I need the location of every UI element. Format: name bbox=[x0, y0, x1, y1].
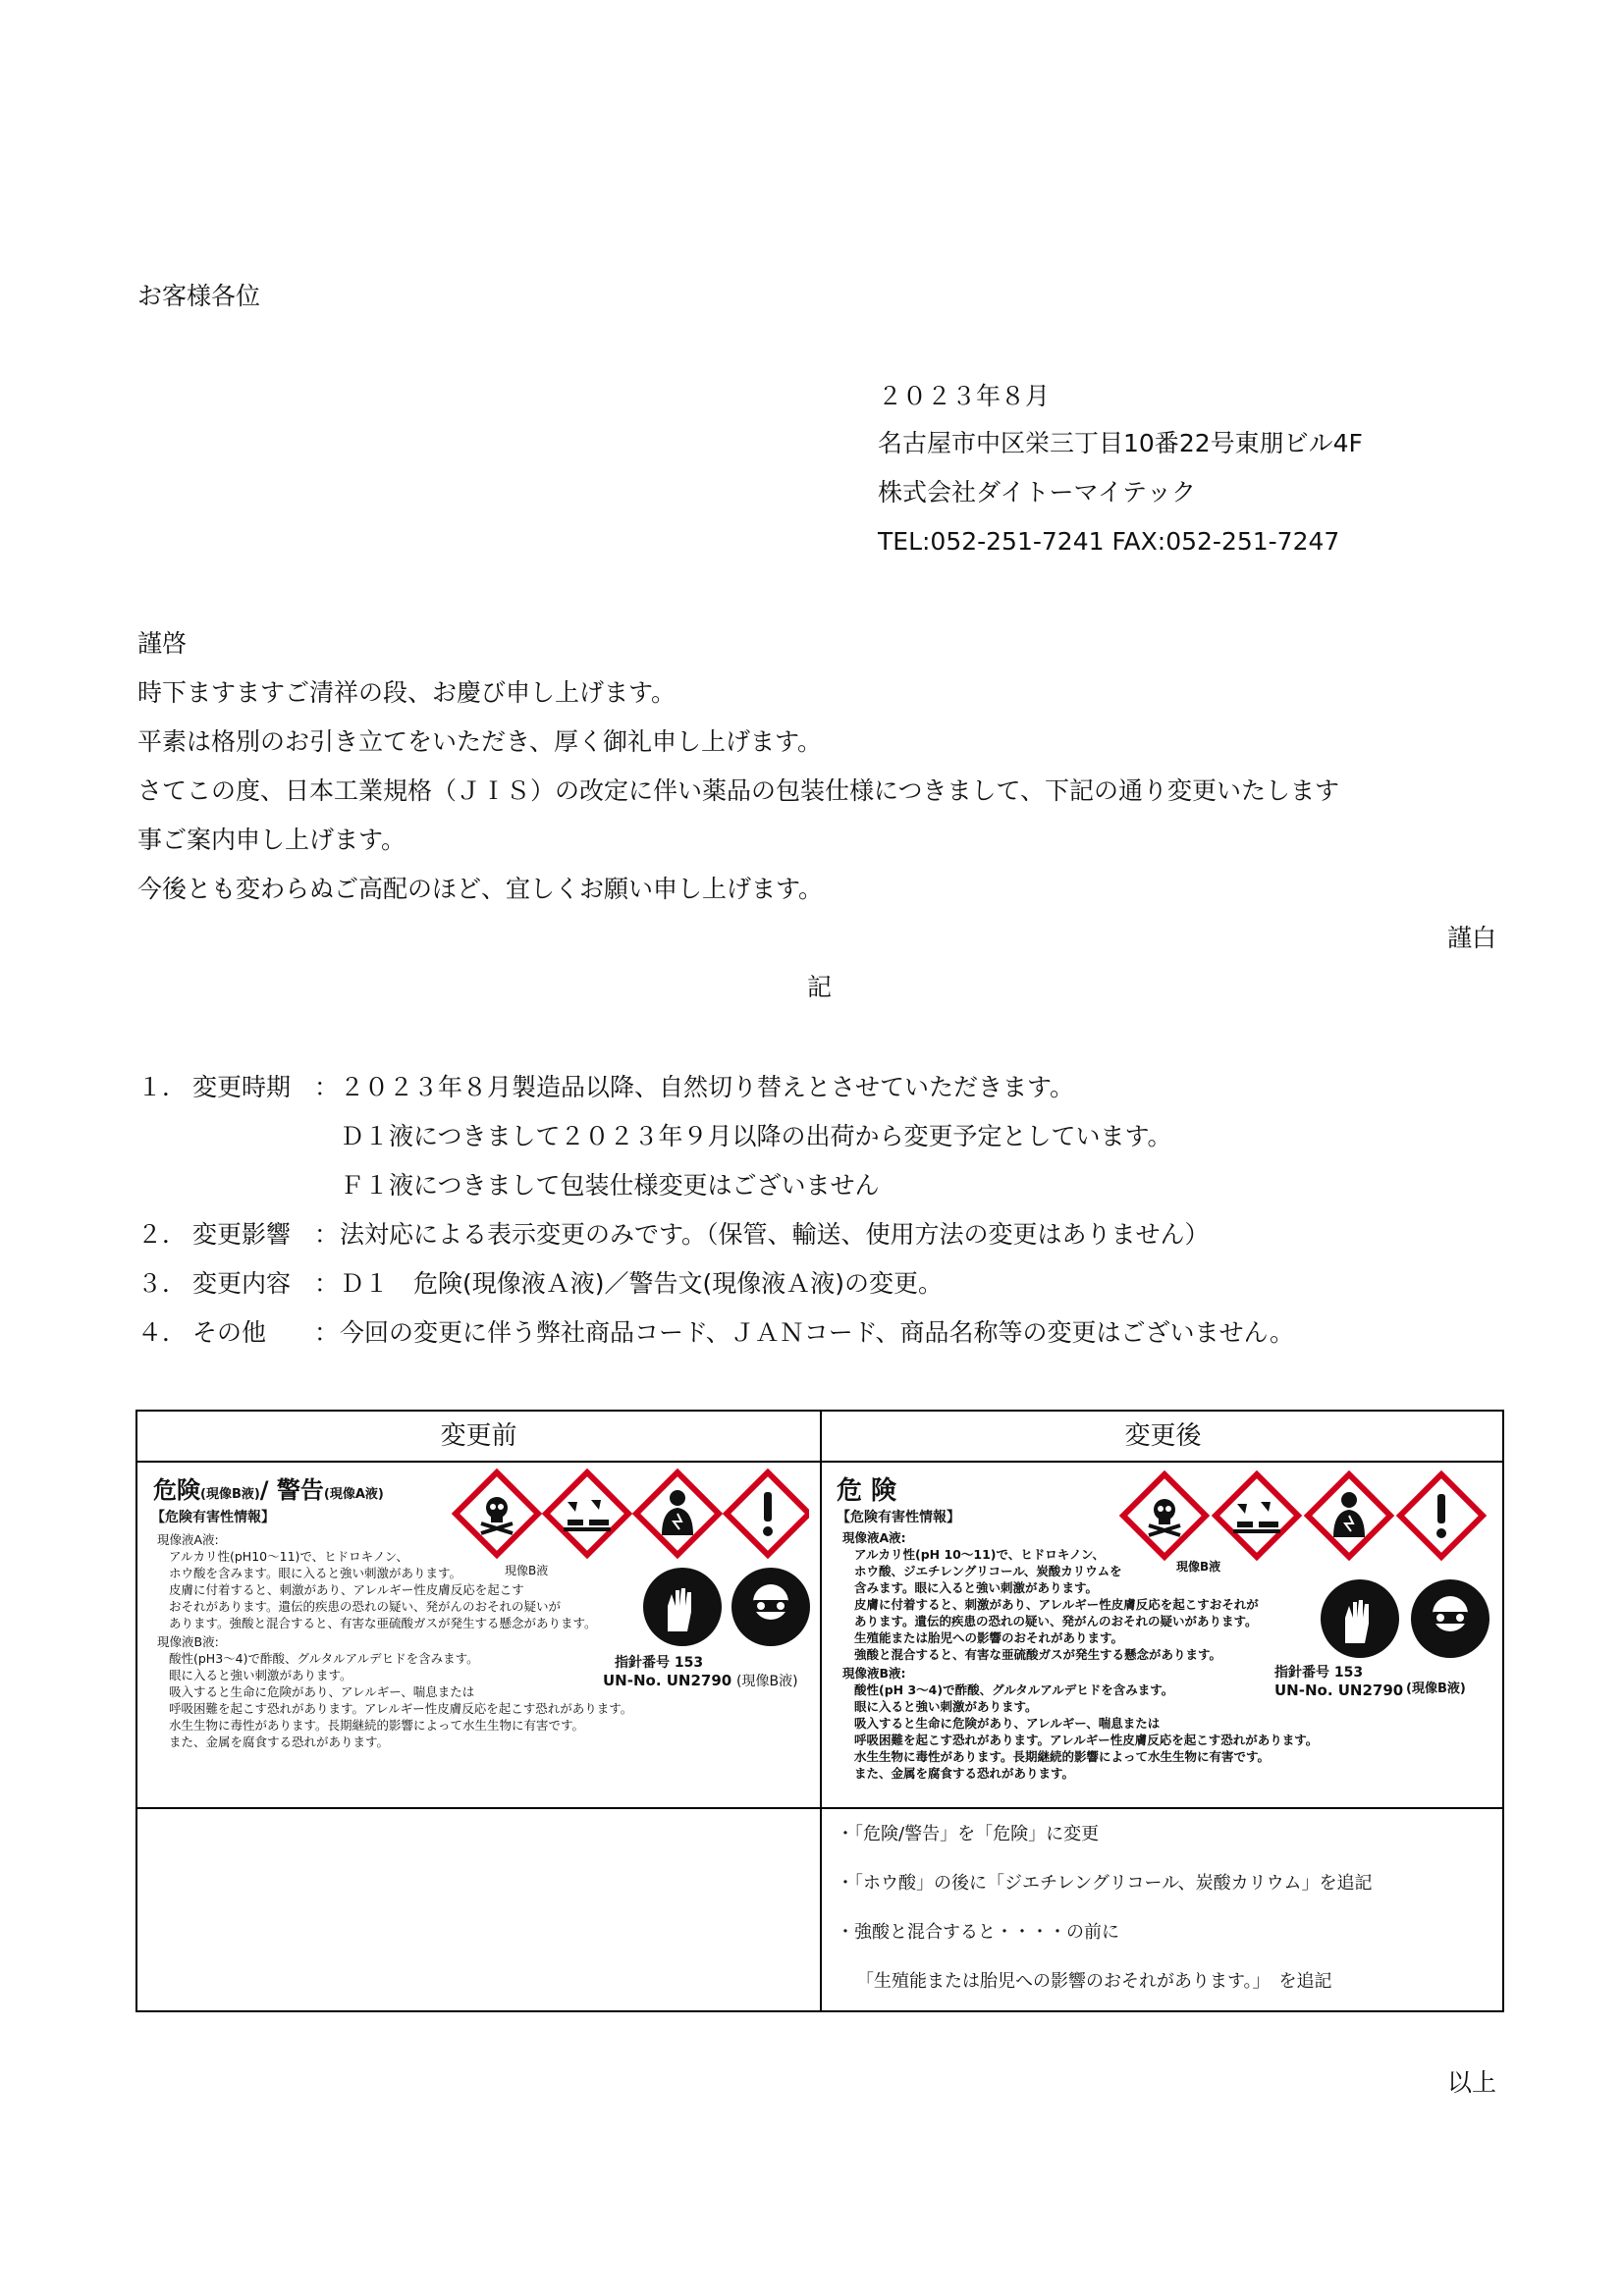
exclamation-icon bbox=[727, 1472, 809, 1555]
after-line: アルカリ性(pH 10～11)で、ヒドロキノン、 bbox=[854, 1547, 1105, 1562]
after-line: 呼吸困難を起こす恐れがあります。アレルギー性皮膚反応を起こす恐れがあります。 bbox=[854, 1733, 1319, 1747]
after-line: 生殖能または胎児への影響のおそれがあります。 bbox=[854, 1630, 1124, 1645]
item-2-label: 変更影響 bbox=[192, 1220, 292, 1249]
item-1-num: １． bbox=[137, 1073, 188, 1101]
after-un-note: (現像B液) bbox=[1406, 1682, 1466, 1696]
greeting-closing: 謹白 bbox=[1447, 924, 1497, 952]
item-4-text: 今回の変更に伴う弊社商品コード、ＪＡＮコード、商品名称等の変更はございません。 bbox=[340, 1318, 1295, 1347]
after-line: 吸入すると生命に危険があり、アレルギー、喘息または bbox=[854, 1716, 1161, 1731]
after-signal-word: 危 険 bbox=[837, 1476, 897, 1506]
after-line: 水生生物に毒性があります。長期継続的影響によって水生生物に有害です。 bbox=[854, 1749, 1271, 1764]
sender-address: 名古屋市中区栄三丁目10番22号東朋ビル4F bbox=[878, 429, 1363, 457]
after-pictogram-note: 現像B液 bbox=[1176, 1560, 1221, 1574]
salutation: お客様各位 bbox=[137, 282, 261, 310]
before-line: 現像液B液: bbox=[157, 1634, 219, 1649]
exclamation-icon bbox=[1400, 1474, 1483, 1557]
item-1-cont-2: Ｆ１液につきまして包装仕様変更はございません bbox=[340, 1171, 880, 1200]
after-un-number: UN-No. UN2790 bbox=[1274, 1682, 1404, 1699]
after-ppe-icons bbox=[1320, 1578, 1492, 1663]
before-pictogram-note: 現像B液 bbox=[505, 1564, 549, 1577]
before-line: 眼に入ると強い刺激があります。 bbox=[169, 1668, 352, 1682]
item-1-label: 変更時期 bbox=[192, 1073, 292, 1101]
before-ppe-icons bbox=[642, 1567, 811, 1651]
after-ghs-pictograms bbox=[1119, 1470, 1489, 1565]
item-4-num: ４． bbox=[137, 1318, 188, 1347]
after-guide-number: 指針番号 153 bbox=[1274, 1665, 1364, 1681]
health-hazard-icon bbox=[636, 1472, 719, 1555]
after-line: 含みます。眼に入ると強い刺激があります。 bbox=[854, 1580, 1099, 1595]
before-line: 現像液A液: bbox=[157, 1532, 219, 1547]
change-note-4: 「生殖能または胎児への影響のおそれがあります。」 を追記 bbox=[856, 1971, 1332, 1992]
sender-contact: TEL:052-251-7241 FAX:052-251-7247 bbox=[878, 527, 1340, 556]
item-4-label: その他 bbox=[192, 1318, 267, 1347]
change-note-1: ・「危険/警告」を「危険」に変更 bbox=[837, 1824, 1100, 1844]
greeting-line-1: 時下ますますご清祥の段、お慶び申し上げます。 bbox=[137, 678, 677, 707]
before-line: 呼吸困難を起こす恐れがあります。アレルギー性皮膚反応を起こす恐れがあります。 bbox=[169, 1701, 633, 1716]
after-line: 強酸と混合すると、有害な亜硫酸ガスが発生する懸念があります。 bbox=[854, 1647, 1222, 1662]
before-line: また、金属を腐食する恐れがあります。 bbox=[169, 1735, 390, 1749]
before-line: おそれがあります。遺伝的疾患の恐れの疑い、発がんのおそれの疑いが bbox=[169, 1599, 562, 1614]
greeting-line-5: 今後とも変わらぬご高配のほど、宜しくお願い申し上げます。 bbox=[137, 875, 824, 903]
table-divider-notes bbox=[137, 1807, 1502, 1809]
after-line: 酸性(pH 3～4)で酢酸、グルタルアルデヒドを含みます。 bbox=[854, 1682, 1174, 1697]
before-ghs-pictograms bbox=[452, 1468, 809, 1563]
before-line: 吸入すると生命に危険があり、アレルギー、喘息または bbox=[169, 1684, 475, 1699]
before-info-title: 【危険有害性情報】 bbox=[151, 1510, 275, 1525]
goggles-icon bbox=[731, 1568, 810, 1646]
change-note-3: ・強酸と混合すると・・・・の前に bbox=[837, 1922, 1119, 1943]
before-line: 水生生物に毒性があります。長期継続的影響によって水生生物に有害です。 bbox=[169, 1718, 585, 1733]
before-signal-slash: / bbox=[259, 1476, 269, 1504]
after-line: 現像液A液: bbox=[842, 1530, 906, 1545]
item-3-text: Ｄ１ 危険(現像液Ａ液)／警告文(現像液Ａ液)の変更。 bbox=[340, 1269, 944, 1298]
before-line: アルカリ性(pH10～11)で、ヒドロキノン、 bbox=[169, 1549, 408, 1564]
greeting-line-2: 平素は格別のお引き立てをいただき、厚く御礼申し上げます。 bbox=[137, 727, 823, 756]
greeting-opening: 謹啓 bbox=[137, 629, 188, 658]
after-line: ホウ酸、ジエチレングリコール、炭酸カリウムを bbox=[854, 1564, 1122, 1578]
before-line: 酸性(pH3～4)で酢酸、グルタルアルデヒドを含みます。 bbox=[169, 1651, 479, 1666]
item-4-colon: ： bbox=[314, 1318, 340, 1347]
before-line: ホウ酸を含みます。眼に入ると強い刺激があります。 bbox=[169, 1566, 462, 1580]
greeting-line-3: さてこの度、日本工業規格（ＪＩＳ）の改定に伴い薬品の包装仕様につきまして、下記の通り変更いたします bbox=[137, 776, 1340, 805]
skull-crossbones-icon bbox=[1123, 1474, 1206, 1557]
change-note-2: ・「ホウ酸」の後に「ジエチレングリコール、炭酸カリウム」を追記 bbox=[837, 1873, 1373, 1894]
comparison-table bbox=[135, 1410, 1504, 2012]
record-mark: 記 bbox=[807, 973, 833, 1001]
item-1-cont-1: Ｄ１液につきまして２０２３年９月以降の出荷から変更予定としています。 bbox=[340, 1122, 1172, 1150]
before-hazard-label bbox=[151, 1468, 809, 1792]
item-3-label: 変更内容 bbox=[192, 1269, 292, 1298]
after-line: 眼に入ると強い刺激があります。 bbox=[854, 1699, 1038, 1714]
table-divider-header bbox=[137, 1461, 1502, 1463]
before-guide-number: 指針番号 153 bbox=[615, 1655, 704, 1671]
item-2-num: ２． bbox=[137, 1220, 188, 1249]
after-info-title: 【危険有害性情報】 bbox=[837, 1510, 960, 1525]
after-line: 現像液B液: bbox=[842, 1666, 906, 1681]
after-line: 皮膚に付着すると、刺激があり、アレルギー性皮膚反応を起こすおそれが bbox=[854, 1597, 1259, 1612]
item-2-text: 法対応による表示変更のみです。（保管、輸送、使用方法の変更はありません） bbox=[340, 1220, 1210, 1249]
skull-crossbones-icon bbox=[456, 1472, 538, 1555]
corrosion-icon bbox=[546, 1472, 628, 1555]
item-1-text: ２０２３年８月製造品以降、自然切り替えとさせていただきます。 bbox=[340, 1073, 1075, 1101]
before-header: 変更前 bbox=[440, 1421, 517, 1451]
item-3-num: ３． bbox=[137, 1269, 188, 1298]
after-hazard-label bbox=[837, 1468, 1494, 1802]
before-signal-word: 危険 bbox=[153, 1476, 200, 1504]
item-1-colon: ： bbox=[314, 1073, 340, 1101]
end-mark: 以上 bbox=[1447, 2068, 1497, 2097]
item-2-colon: ： bbox=[314, 1220, 340, 1249]
before-un-number: UN-No. UN2790 bbox=[603, 1672, 732, 1689]
before-line: 皮膚に付着すると、刺激があり、アレルギー性皮膚反応を起こす bbox=[169, 1582, 524, 1597]
greeting-line-4: 事ご案内申し上げます。 bbox=[137, 826, 406, 854]
before-signal-note-2: (現像A液) bbox=[323, 1487, 384, 1502]
before-line: あります。強酸と混合すると、有害な亜硫酸ガスが発生する懸念があります。 bbox=[169, 1616, 597, 1630]
gloves-icon bbox=[643, 1568, 722, 1646]
after-header: 変更後 bbox=[1124, 1421, 1202, 1451]
table-divider-vertical bbox=[820, 1412, 822, 2010]
before-signal-word-2: 警告 bbox=[276, 1476, 324, 1504]
gloves-icon bbox=[1321, 1579, 1399, 1658]
before-signal-note: (現像B液) bbox=[200, 1487, 260, 1502]
sender-date: ２０２３年８月 bbox=[878, 382, 1051, 410]
corrosion-icon bbox=[1216, 1474, 1298, 1557]
sender-company: 株式会社ダイトーマイテック bbox=[878, 478, 1197, 507]
after-line: あります。遺伝的疾患の恐れの疑い、発がんのおそれの疑いがあります。 bbox=[854, 1614, 1258, 1629]
health-hazard-icon bbox=[1308, 1474, 1390, 1557]
before-un-note: (現像B液) bbox=[736, 1674, 798, 1689]
goggles-icon bbox=[1411, 1579, 1489, 1658]
after-line: また、金属を腐食する恐れがあります。 bbox=[854, 1766, 1075, 1781]
item-3-colon: ： bbox=[314, 1269, 340, 1298]
